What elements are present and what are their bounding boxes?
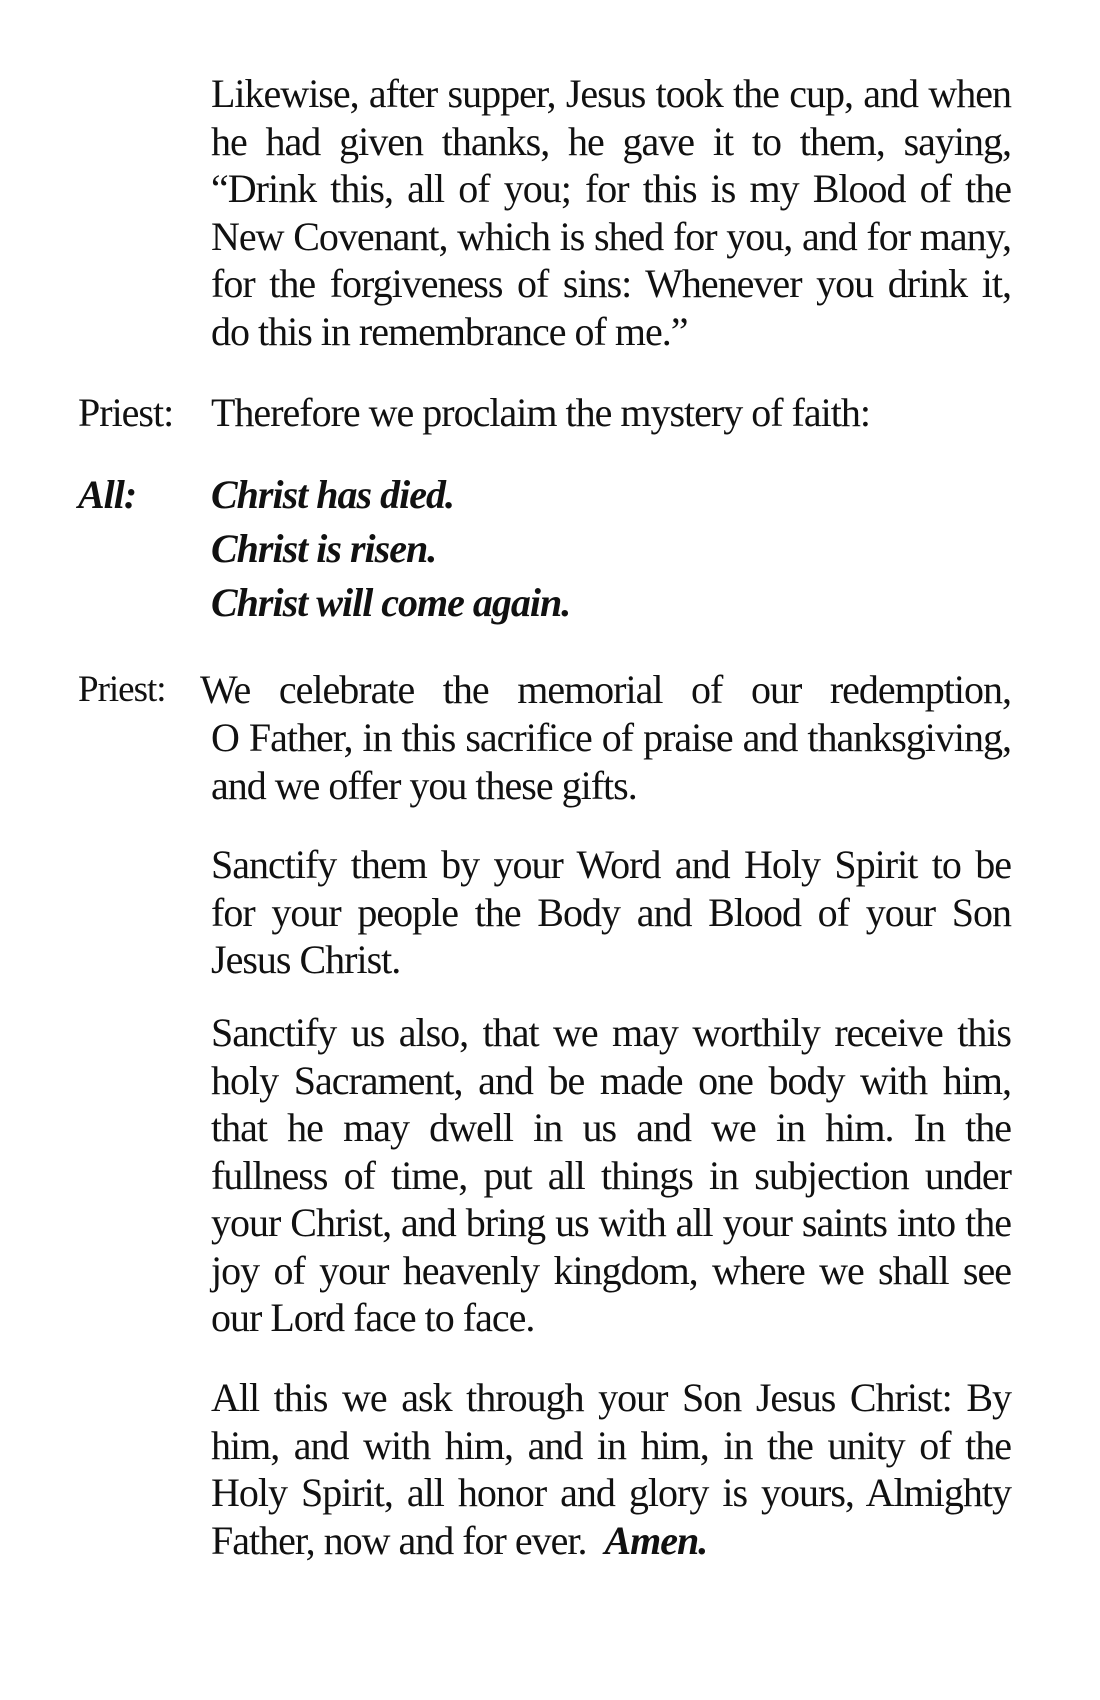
sanctify-us-paragraph: Sanctify us also, that we may worthily receive this holy Sacrament, and be made one body with him, that he may dwell in us and we in him. In the fullness of time, put all things in subjection under your Christ, and bring us with all your saints into the joy of your heavenly kingdom, where we shall see our Lord face to face. xyxy=(211,1010,1011,1340)
acclamation-line: Christ is risen. xyxy=(211,526,437,571)
priest-line-mystery: Therefore we proclaim the mystery of faith: xyxy=(211,390,870,435)
amen-response: Amen. xyxy=(604,1517,708,1563)
acclamation-line: Christ has died. xyxy=(211,472,454,517)
priest-line-memorial-first: We celebrate the memorial of our redemption, xyxy=(200,667,1011,712)
cup-paragraph: Likewise, after supper, Jesus took the cup, and when he had given thanks, he gave it to them, saying, “Drink this, all of you; for this is my Blood of the New Covenant, which is shed for you, and for many, for the forgiveness of sins: Whenever you drink it, do this in remembrance of me.” xyxy=(211,71,1011,354)
acclamation xyxy=(211,471,1011,633)
sanctify-gifts-paragraph: Sanctify them by your Word and Holy Spirit to be for your people the Body and Blood of your Son Jesus Christ. xyxy=(211,842,1011,982)
speaker-label-priest: Priest: xyxy=(78,669,166,710)
priest-line-memorial-rest: O Father, in this sacrifice of praise and thanksgiving, and we offer you these gifts. xyxy=(211,715,1011,808)
speaker-label-all: All: xyxy=(78,472,137,517)
doxology-paragraph xyxy=(211,1374,1011,1564)
speaker-label-priest: Priest: xyxy=(78,390,174,435)
acclamation-line: Christ will come again. xyxy=(211,580,571,625)
doxology-text: All this we ask through your Son Jesus Christ: By him, and with him, and in him, in the unity of the Holy Spirit, all honor and glory is yours, Almighty Father, now and for ever. xyxy=(211,1375,1011,1563)
